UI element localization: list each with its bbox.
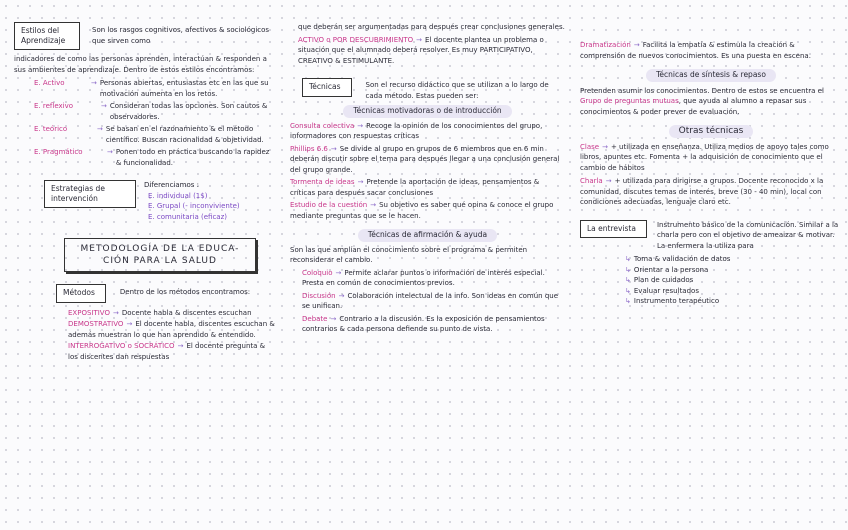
entrevista-list xyxy=(580,254,842,307)
style-desc: Consideran todas las opciones. Son cautos & observadores. xyxy=(109,102,268,121)
motivadoras-heading xyxy=(290,105,565,118)
afirmacion-name: Coloquio xyxy=(302,268,333,277)
motivadora-name: Tormenta de ideas xyxy=(290,178,355,186)
style-name: E. Pragmático xyxy=(34,148,83,156)
arrow-icon: ↳ xyxy=(625,265,631,274)
tecnicas-block xyxy=(290,78,565,101)
otra-name: Charla xyxy=(580,177,603,185)
metodo-desc: El docente pregunta & los discentes dan respuestas xyxy=(68,342,266,361)
metodos-def: Dentro de los métodos encontramos: xyxy=(119,288,251,296)
arrow-icon: → xyxy=(330,144,337,153)
motivadora-item xyxy=(290,177,565,198)
metodo-desc: El docente habla, discentes escuchan & además muestran lo que han aprendido & entendido. xyxy=(68,320,275,339)
metodo-name: EXPOSITIVO xyxy=(68,308,110,317)
arrow-icon: → xyxy=(91,79,97,87)
otras-title: Otras técnicas xyxy=(669,125,754,138)
motivadoras-list xyxy=(290,121,565,222)
arrow-icon: ↳ xyxy=(625,255,631,263)
estrategias-block xyxy=(14,180,276,222)
afirmacion-desc: Colaboración intelectual de la info. Son ideas en común que se unifican. xyxy=(302,291,558,310)
arrow-icon: → xyxy=(633,41,640,49)
motivadora-name: Phillips 6.6 xyxy=(290,144,328,153)
afirmacion-item xyxy=(302,291,565,312)
entrevista-item: ↳ Evaluar resultados xyxy=(625,286,699,295)
afirmacion-list xyxy=(290,268,565,335)
column-1 xyxy=(14,22,276,362)
afirmacion-heading xyxy=(290,229,565,242)
arrow-icon: → xyxy=(177,342,184,350)
arrow-icon: → xyxy=(602,142,608,151)
estrategias-content xyxy=(144,180,240,222)
otra-desc: + utilizada para dirigirse a grupos. Docente reconocido x la comunidad, discutes temas de interés, breve (30 - 40 min), local con condiciones adecuadas, lenguaje claro etc. xyxy=(580,177,824,206)
metodo-item xyxy=(68,319,276,340)
arrow-icon: → xyxy=(357,178,364,186)
arrow-icon: → xyxy=(330,314,337,323)
motivadora-item xyxy=(290,144,565,176)
sintesis-def-b: , que ayuda al alumno a repasar sus conocimientos & poder prever de evaluación. xyxy=(580,97,807,116)
style-name: E. teórico xyxy=(34,125,68,133)
afirmacion-def: Son las que amplían el conocimiento sobre el programa & permiten reconsiderar el cambio. xyxy=(290,245,528,264)
otra-desc: + utilizada en enseñanza. Utiliza medios de apoyo tales como libros, apuntes etc. Fomenta + la adquisición de conocimiento que el cambio de hábitos xyxy=(580,142,829,172)
arrow-icon: ↳ xyxy=(625,286,631,295)
column-3 xyxy=(580,38,842,307)
style-desc: Se basan en el razonamiento & el método científico. Buscan racionalidad & objetividad. xyxy=(105,125,264,144)
arrow-icon: → xyxy=(338,291,345,300)
metodo-name: INTERROGATIVO o SOCRÁTICO xyxy=(68,342,175,350)
entrevista-item: ↳ Plan de cuidados xyxy=(625,276,694,284)
entrevista-def: Instrumento básico de la comunicación. Similar a la charla pero con el objetivo de ameaizar & motivar. La enfermera la utiliza para xyxy=(656,220,839,250)
motivadora-desc: Su objetivo es saber qué opina & conoce el grupo mediante preguntas que se le hacen. xyxy=(290,201,554,220)
descubrimiento-desc: El docente plantea un problema o situación que el alumnado deberá resolver. Es muy PARTICIPATIVO, CREATIVO & ESTIMULANTE. xyxy=(298,35,544,65)
afirmacion-desc: Permite aclarar puntos o información de interés especial. Presta en común de conocimientos previos. xyxy=(302,268,545,287)
arrow-icon: → xyxy=(416,35,423,44)
style-name: E. Activo xyxy=(34,79,65,87)
estrategias-head: Diferenciamos : xyxy=(144,181,199,189)
metodologia-block xyxy=(64,238,276,272)
motivadora-item xyxy=(290,200,565,221)
style-item xyxy=(14,124,276,145)
descubrimiento-name: ACTIVO o POR DESCUBRIMIENTO xyxy=(298,35,414,44)
dramatizacion-name: Dramatización xyxy=(580,41,631,49)
sintesis-title: Técnicas de síntesis & repaso xyxy=(646,69,776,82)
arrow-icon: → xyxy=(370,201,377,209)
dramatizacion-desc: Facilita la empatía & estimula la creación & comprensión de nuevos conocimientos. Es una puesta en escena. xyxy=(580,41,811,60)
estrategias-title: Estrategias de intervención xyxy=(44,180,136,208)
estilos-def: Son los rasgos cognitivos, afectivos & sociológicos que sirven como xyxy=(92,26,270,45)
metodos-block xyxy=(14,284,276,303)
arrow-icon: → xyxy=(605,177,612,185)
style-item xyxy=(14,147,276,168)
estilos-block xyxy=(14,22,276,50)
afirmacion-name: Discusión xyxy=(302,291,336,300)
estrategia-item: E. comunitaria (eficaz) xyxy=(148,212,228,221)
entrevista-item: ↳ Toma & validación de datos xyxy=(625,255,731,263)
motivadora-name: Consulta colectiva xyxy=(290,121,355,130)
estrategia-item: E. individual (1$) xyxy=(148,191,208,200)
motivadora-item xyxy=(290,121,565,142)
descubrimiento-item xyxy=(290,35,565,67)
entrevista-item: ↳ Instrumento terapéutico xyxy=(625,297,720,305)
arrow-icon: → xyxy=(335,268,342,277)
otra-name: Clase xyxy=(580,142,600,151)
sintesis-heading xyxy=(580,69,842,82)
motivadora-name: Estudio de la cuestión xyxy=(290,201,368,209)
estilos-title: Estilos del Aprendizaje xyxy=(14,22,80,50)
metodos-title: Métodos xyxy=(56,284,106,303)
afirmacion-title: Técnicas de afirmación & ayuda xyxy=(358,229,497,242)
sintesis-highlight: Grupo de preguntas mutuas xyxy=(580,97,679,105)
sintesis-def-a: Pretenden asumir los conocimientos. Dentro de estos se encuentra el xyxy=(580,86,824,95)
metodologia-title: METODOLOGÍA DE LA EDUCA- CIÓN PARA LA SALUD xyxy=(64,238,256,272)
afirmacion-name: Debate xyxy=(302,314,328,323)
entrevista-item: ↳ Orientar a la persona xyxy=(625,265,709,274)
afirmacion-item xyxy=(302,314,565,335)
arrow-icon: ↳ xyxy=(625,276,631,284)
entrevista-block xyxy=(580,220,842,252)
motivadora-desc: Pretende la aportación de ideas, pensamientos & críticas para después sacar conclusiones xyxy=(290,178,540,197)
styles-list xyxy=(14,78,276,168)
estrategia-item: E. Grupal (- inconviviente) xyxy=(148,202,240,210)
metodos-list xyxy=(14,308,276,363)
metodo-desc: Docente habla & discentes escuchan xyxy=(121,308,252,317)
style-desc: Personas abiertas, entusiastas etc en las que su motivación aumenta en los retos. xyxy=(99,79,269,98)
entrevista-title: La entrevista xyxy=(580,220,647,239)
arrow-icon: ↳ xyxy=(625,297,631,305)
afirmacion-item xyxy=(302,268,565,289)
style-desc: Ponen todo en práctica buscando la rapidez & funcionalidad. xyxy=(115,148,270,167)
metodo-item xyxy=(68,341,276,362)
sintesis-def xyxy=(580,86,842,118)
arrow-icon: → xyxy=(97,125,103,133)
otra-item xyxy=(580,176,842,208)
metodo-name: DEMOSTRATIVO xyxy=(68,320,124,328)
arrow-icon: → xyxy=(112,308,119,317)
motivadora-desc: Se divide al grupo en grupos de 6 miembros que en 6 min deberán discutir sobre el tema para después llegar a una conclusión general del grupo grande. xyxy=(290,144,560,174)
arrow-icon: → xyxy=(126,320,133,328)
style-name: E. reflexivo xyxy=(34,102,74,110)
tecnicas-def: Son el recurso didáctico que se utilizan a lo largo de cada método. Estas pueden ser: xyxy=(365,81,549,100)
column-2 xyxy=(290,22,565,335)
arrow-icon: → xyxy=(101,102,107,110)
metodo-item xyxy=(68,308,276,319)
motivadora-desc: Recoge la opinión de los conocimientos del grupo, informadores con respuestas críticas xyxy=(290,121,543,140)
otra-item xyxy=(580,142,842,174)
metodo-cont: que deberán ser argumentadas para después crear conclusiones generales. xyxy=(298,23,565,31)
tecnicas-title: Técnicas xyxy=(302,78,352,97)
style-item xyxy=(14,101,276,122)
estilos-def-2: indicadores de como las personas aprenden, interactúan & responden a sus ambientes de aprendizaje. Dentro de estos estilos encontramos: xyxy=(14,55,267,74)
dramatizacion-item xyxy=(580,40,842,61)
afirmacion-desc: Contrario a la discusión. Es la exposición de pensamientos contrarios & cada persona defiende su punto de vista. xyxy=(302,314,545,333)
otras-heading xyxy=(580,125,842,138)
arrow-icon: → xyxy=(357,121,364,130)
motivadoras-title: Técnicas motivadoras o de introducción xyxy=(343,105,511,118)
arrow-icon: → xyxy=(107,148,113,156)
style-item xyxy=(14,78,276,99)
otras-list xyxy=(580,142,842,208)
